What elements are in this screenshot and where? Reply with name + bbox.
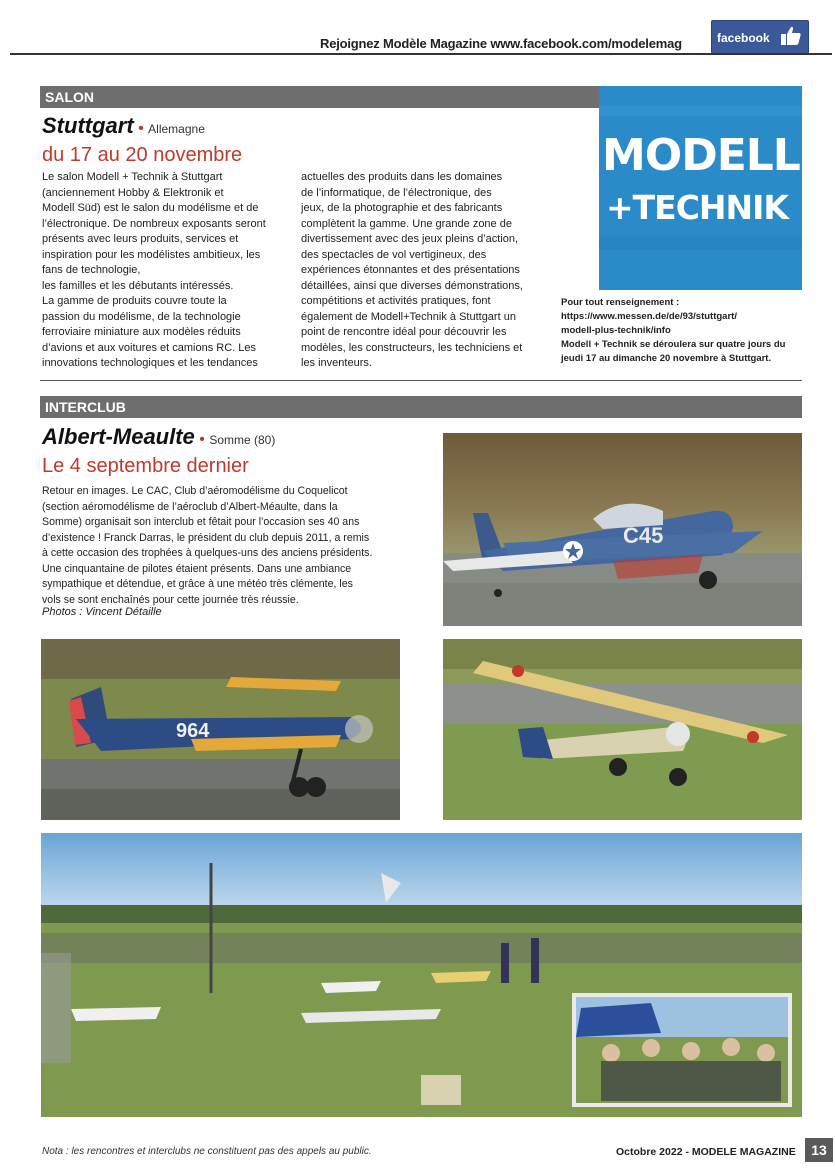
footer-magazine: Octobre 2022 - MODELE MAGAZINE: [616, 1146, 796, 1158]
text-line: Modell Süd) est le salon du modélisme et de: [42, 202, 259, 214]
text-line: La gamme de produits couvre toute la: [42, 295, 227, 307]
info-line: https://www.messen.de/de/93/stuttgart/: [561, 311, 737, 322]
photo-warbird-c45: [443, 433, 802, 626]
salon-column-1: [42, 170, 292, 372]
logo-line-1: MODELL: [602, 130, 800, 181]
airfield-illustration: [41, 833, 802, 1117]
text-line: également de Modell+Technik à Stuttgart un: [301, 310, 516, 323]
header-rule: [10, 53, 832, 55]
text-line: sympathique et détendue, et grâce à une météo très clémente, les: [42, 578, 353, 590]
interclub-region: Somme (80): [209, 433, 276, 447]
text-line: les familles et les débutants intéressés.: [42, 279, 234, 292]
text-line: compétitions et activités pratiques, font: [301, 295, 491, 307]
info-line: jeudi 17 au dimanche 20 novembre à Stuttgart.: [561, 353, 772, 364]
photo-yellow-monoplane: [443, 639, 802, 820]
interclub-place: Albert-Meaulte: [42, 424, 195, 449]
text-line: (section aéromodélisme de l’aéroclub d’Albert-Méaulte, dans la: [42, 500, 338, 513]
bullet-dot: •: [138, 120, 144, 137]
facebook-label: facebook: [717, 31, 770, 45]
interclub-body: [42, 484, 437, 608]
text-line: vols se sont enchaînés pour cette journée très réussie.: [42, 593, 299, 606]
salon-column-2: [301, 170, 553, 372]
salon-region: Allemagne: [148, 122, 205, 136]
text-line: à cette occasion des trophées à quelques-uns des anciens présidents.: [42, 547, 373, 559]
text-line: inspiration pour les modélistes ambitieux, les: [42, 248, 261, 261]
bullet-dot: •: [199, 431, 205, 448]
text-line: expériences étonnantes et des présentations: [301, 264, 520, 276]
text-line: Une cinquantaine de pilotes étaient présents. Dans une ambiance: [42, 562, 352, 575]
text-line: d’avions et aux voitures et camions RC. Les: [42, 341, 256, 354]
text-line: détaillées, ainsi que diverses démonstrations,: [301, 279, 523, 292]
info-line: modell-plus-technik/info: [561, 325, 671, 336]
text-line: Retour en images. Le CAC, Club d’aéromodélisme du Coquelicot: [42, 485, 348, 497]
text-line: d’existence ! Franck Darras, le président du club depuis 2011, a remis: [42, 531, 370, 544]
info-line: Pour tout renseignement :: [561, 297, 680, 308]
thumbs-up-icon: [779, 24, 803, 48]
text-line: complètent la gamme. Une grande zone de: [301, 217, 512, 230]
text-line: les inventeurs.: [301, 357, 372, 369]
monoplane-illustration: [443, 639, 802, 820]
text-line: innovations technologiques et les tendances: [42, 357, 258, 369]
interclub-date: Le 4 septembre dernier: [42, 455, 249, 477]
text-line: (anciennement Hobby & Elektronik et: [42, 186, 224, 199]
plane-code-c45: C45: [623, 523, 664, 548]
text-line: de l’informatique, de l’électronique, des: [301, 186, 492, 199]
text-line: ferroviaire miniature aux modèles réduits: [42, 326, 241, 338]
interclub-heading: [42, 424, 275, 450]
section-label-interclub: INTERCLUB: [45, 399, 126, 415]
text-line: l’électronique. De nombreux exposants seront: [42, 217, 266, 230]
section-band-salon: [40, 86, 600, 108]
section-band-interclub: [40, 396, 802, 418]
section-label-salon: SALON: [45, 89, 94, 105]
warbird-illustration: [443, 433, 802, 626]
text-line: fans de technologie,: [42, 264, 141, 276]
text-line: jeux, de la photographie et des fabricants: [301, 202, 503, 214]
salon-info: [561, 296, 806, 366]
facebook-join-text: Rejoignez Modèle Magazine www.facebook.com/modelemag: [320, 36, 682, 51]
text-line: divertissement avec des jeux pleins d’action,: [301, 233, 519, 245]
logo-line-2: +TECHNIK: [606, 188, 789, 227]
biplane-illustration: [41, 639, 400, 820]
salon-heading: [42, 113, 205, 139]
plane-code-964: 964: [176, 720, 210, 742]
salon-place: Stuttgart: [42, 113, 134, 138]
salon-date: du 17 au 20 novembre: [42, 144, 243, 166]
text-line: modèles, les constructeurs, les techniciens et: [301, 341, 523, 354]
page-header: [0, 0, 835, 56]
photo-biplane-964: [41, 639, 400, 820]
text-line: point de rencontre idéal pour découvrir les: [301, 326, 507, 338]
photo-airfield-panorama: [41, 833, 802, 1117]
info-line: Modell + Technik se déroulera sur quatre jours du: [561, 339, 786, 350]
text-line: Somme) organisait son interclub et fêtait pour l’occasion ses 40 ans: [42, 516, 360, 528]
text-line: présents avec leurs produits, services et: [42, 233, 239, 245]
footer-note: Nota : les rencontres et interclubs ne constituent pas des appels au public.: [42, 1146, 372, 1157]
photos-credit: Photos : Vincent Détaille: [42, 606, 162, 618]
text-line: actuelles des produits dans les domaines: [301, 171, 503, 183]
text-line: passion du modélisme, de la technologie: [42, 310, 241, 323]
text-line: des spectacles de vol vertigineux, des: [301, 248, 487, 261]
page-number: 13: [805, 1138, 833, 1162]
section-divider: [40, 380, 802, 381]
text-line: Le salon Modell + Technik à Stuttgart: [42, 171, 223, 183]
